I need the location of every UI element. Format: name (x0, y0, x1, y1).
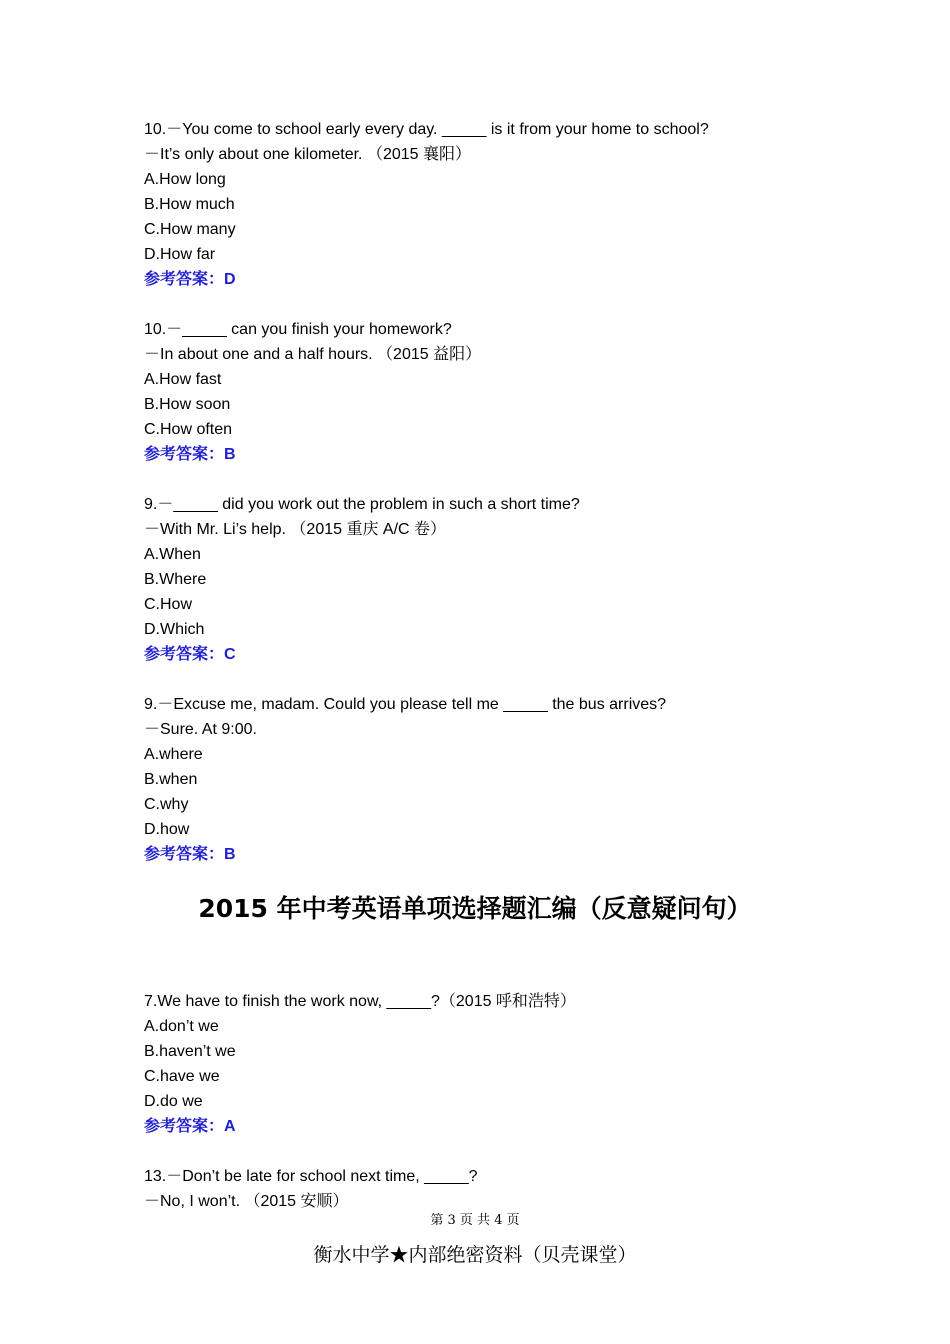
question-item (144, 1164, 844, 1214)
question-reply: －With Mr. Li’s help. （2015 重庆 A/C 卷） (144, 521, 447, 538)
question-reply: －It’s only about one kilometer. （2015 襄阳） (144, 146, 471, 163)
answer-key: 参考答案：D (144, 271, 236, 288)
question-item (144, 692, 844, 867)
option-d: D.How far (144, 246, 216, 263)
option-c: C.have we (144, 1068, 220, 1085)
question-stem: 7.We have to finish the work now, _____?（2015 呼和浩特） (144, 993, 576, 1010)
question-stem: 9.－Excuse me, madam. Could you please tell me _____ the bus arrives? (144, 696, 667, 713)
question-stem: 10.－_____ can you finish your homework? (144, 321, 452, 338)
option-d: D.how (144, 821, 190, 838)
question-item (144, 492, 844, 667)
option-b: B.How much (144, 196, 235, 213)
question-reply: －In about one and a half hours. （2015 益阳） (144, 346, 482, 363)
option-b: B.when (144, 771, 198, 788)
question-stem: 10.－You come to school early every day. _____ is it from your home to school? (144, 121, 709, 138)
question-item (144, 117, 844, 292)
option-c: C.why (144, 796, 189, 813)
option-b: B.How soon (144, 396, 231, 413)
option-a: A.When (144, 546, 201, 563)
question-stem: 13.－Don’t be late for school next time, _____? (144, 1168, 478, 1185)
question-item (144, 989, 844, 1139)
option-a: A.don’t we (144, 1018, 219, 1035)
option-a: A.where (144, 746, 203, 763)
page-number: 第 3 页 共 4 页 (430, 1213, 520, 1228)
option-d: D.Which (144, 621, 205, 638)
footer-brand: 衡水中学★内部绝密资料（贝壳课堂） (313, 1244, 637, 1266)
answer-key: 参考答案：B (144, 446, 236, 463)
question-reply: －Sure. At 9:00. (144, 721, 257, 738)
option-a: A.How long (144, 171, 226, 188)
option-b: B.Where (144, 571, 207, 588)
question-stem: 9.－_____ did you work out the problem in such a short time? (144, 496, 580, 513)
option-b: B.haven’t we (144, 1043, 236, 1060)
page-content (144, 117, 844, 1214)
option-d: D.do we (144, 1093, 203, 1110)
question-reply: －No, I won’t. （2015 安顺） (144, 1193, 349, 1210)
spacer (144, 292, 844, 317)
question-item (144, 317, 844, 467)
spacer (144, 667, 844, 692)
option-c: C.How (144, 596, 193, 613)
spacer (144, 467, 844, 492)
spacer (144, 1139, 844, 1164)
answer-key: 参考答案：B (144, 846, 236, 863)
section-title: 2015 年中考英语单项选择题汇编（反意疑问句） (198, 894, 752, 923)
answer-key: 参考答案：C (144, 646, 236, 663)
option-c: C.How often (144, 421, 233, 438)
option-c: C.How many (144, 221, 236, 238)
answer-key: 参考答案：A (144, 1118, 236, 1135)
option-a: A.How fast (144, 371, 222, 388)
